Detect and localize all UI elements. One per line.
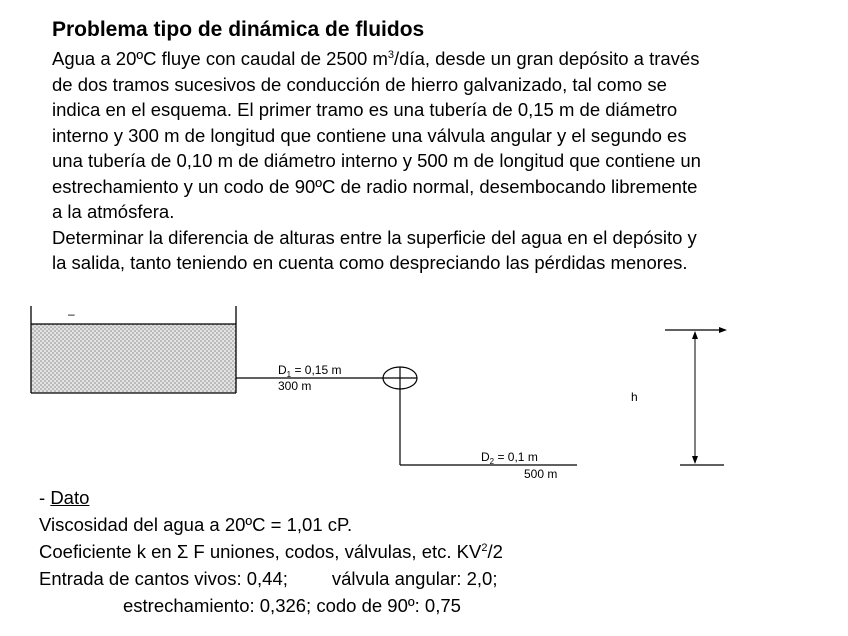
d2-label: $D_2 = 0,1$ m [481,450,538,466]
l1-label: 300 m [278,379,312,393]
statement-line-6: estrechamiento y un codo de 90ºC de radio normal, desembocando libremente [52,175,698,197]
h-arrow-down-icon [692,456,698,464]
tank-mark: – [68,307,75,321]
statement-line-4: interno y 300 m de longitud que contiene una válvula angular y el segundo es [52,124,687,146]
coefficient-line: Coeficiente k en Σ F uniones, codos, válvulas, etc. $KV^2/2$ [39,541,503,562]
h-arrow-up-icon [692,331,698,339]
problem-title: Problema tipo de dinámica de fluidos [52,18,425,41]
statement-line-7: a la atmósfera. [52,201,175,222]
d1-label: $D_1 = 0,15$ m [278,363,342,379]
statement-line-3: indica en el esquema. El primer tramo es una tubería de 0,15 m de diámetro [52,99,678,120]
reservoir-water [31,324,236,393]
statement-line-8: Determinar la diferencia de alturas entre la superficie del agua en el depósito y [52,226,697,248]
statement-line-2: de dos tramos sucesivos de conducción de hierro galvanizado, tal como se [52,73,667,95]
h-label: h [631,390,638,404]
data-section [39,484,503,619]
statement-line-5: una tubería de 0,10 m de diámetro interno y 500 m de longitud que contiene un [52,150,701,171]
l2-label: 500 m [524,467,558,481]
statement-line-9: la salida, tanto teniendo en cuenta como despreciando las pérdidas menores. [52,252,688,273]
statement-line-1: Agua a 20ºC fluye con caudal de 2500 $m^3$/día, desde un gran depósito a través [52,48,700,69]
reference-arrow-icon [719,327,727,333]
dato-heading-line: - Dato [39,487,90,508]
entrance-valve-line: Entrada de cantos vivos: 0,44; válvula angular: 2,0; [39,568,498,589]
contraction-elbow-line: estrechamiento: 0,326; codo de 90º: 0,75 [123,595,461,616]
viscosity-line: Viscosidad del agua a 20ºC = 1,01 cP. [39,514,353,535]
dato-heading: Dato [50,487,90,508]
